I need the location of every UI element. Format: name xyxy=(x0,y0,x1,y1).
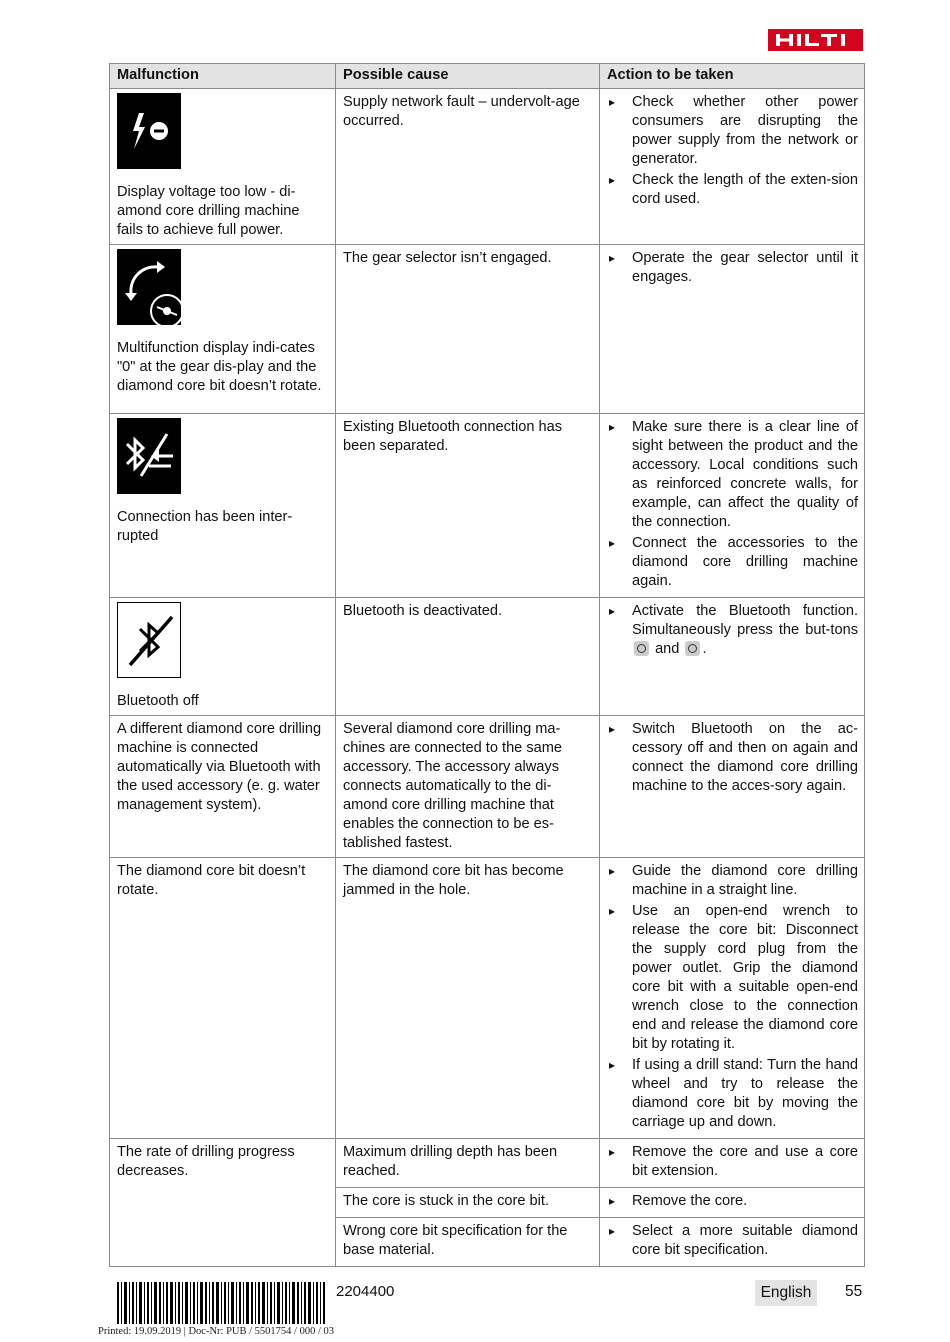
header-action: Action to be taken xyxy=(600,64,865,89)
cause-cell: The gear selector isn’t engaged. xyxy=(336,245,600,414)
troubleshooting-table xyxy=(109,63,865,1267)
table-row xyxy=(110,716,865,858)
malfunction-cell xyxy=(110,414,336,598)
action-item: ▸ Connect the accessories to the diamond core drilling machine again. xyxy=(607,534,858,591)
action-item: ▸ Switch Bluetooth on the ac-cessory off and then on again and connect the diamond core drilling machine to the acces-sory again. xyxy=(607,720,858,796)
table-header-row xyxy=(110,64,865,89)
cause-cell: Wrong core bit specification for the base material. xyxy=(336,1218,600,1267)
action-item: ▸ Remove the core and use a core bit extension. xyxy=(607,1143,858,1181)
cause-cell: Several diamond core drilling ma-chines are connected to the same accessory. The accessory always connects automatically to the di-amond core drilling machine that enables the connection to be es-tablished fastest. xyxy=(336,716,600,858)
malfunction-text: Multifunction display indi-cates "0" at the gear dis-play and the diamond core bit doesn’t rotate. xyxy=(117,340,322,394)
cause-cell: The core is stuck in the core bit. xyxy=(336,1188,600,1218)
table-row xyxy=(110,414,865,598)
action-item: ▸ Use an open-end wrench to release the core bit: Disconnect the supply cord plug from the power outlet. Grip the diamond core bit with a suitable open-end wrench close to the connection end and release the diamond core bit by rotating it. xyxy=(607,902,858,1054)
table-row xyxy=(110,245,865,414)
malfunction-text: Display voltage too low - di-amond core drilling machine fails to achieve full power. xyxy=(117,184,300,238)
action-cell xyxy=(600,89,865,245)
action-item: ▸ Select a more suitable diamond core bit specification. xyxy=(607,1222,858,1260)
action-cell xyxy=(600,1188,865,1218)
malfunction-text: Connection has been inter-rupted xyxy=(117,509,293,544)
language-badge: English xyxy=(755,1280,817,1306)
malfunction-text: Bluetooth off xyxy=(117,693,199,709)
mode-button-icon xyxy=(685,641,700,656)
table-row xyxy=(110,89,865,245)
action-item: ▸ Check the length of the exten-sion cord used. xyxy=(607,171,858,209)
action-item: ▸ Check whether other power consumers are disrupting the power supply from the network or generator. xyxy=(607,93,858,169)
action-item: ▸ Guide the diamond core drilling machine in a straight line. xyxy=(607,862,858,900)
action-item xyxy=(607,602,858,659)
document-number: 2204400 xyxy=(336,1283,395,1300)
action-item: ▸ Make sure there is a clear line of sight between the product and the accessory. Local conditions such as reinforced concrete walls, for example, can affect the quality of the connection. xyxy=(607,418,858,532)
malfunction-cell: The diamond core bit doesn’t rotate. xyxy=(110,858,336,1139)
bluetooth-interrupted-icon xyxy=(117,418,181,494)
action-cell xyxy=(600,858,865,1139)
barcode xyxy=(117,1282,325,1324)
table-row xyxy=(110,598,865,716)
cause-cell: Bluetooth is deactivated. xyxy=(336,598,600,716)
action-text: Activate the Bluetooth function. Simultaneously press the but-tons xyxy=(632,603,858,638)
action-text: . xyxy=(702,641,707,657)
page-number: 55 xyxy=(845,1283,863,1300)
malfunction-cell: A different diamond core drilling machine is connected automatically via Bluetooth with the used accessory (e. g. water management system). xyxy=(110,716,336,858)
action-text: and xyxy=(655,641,680,657)
malfunction-cell: The rate of drilling progress decreases. xyxy=(110,1139,336,1267)
table-row xyxy=(110,1139,865,1188)
gear-selector-icon xyxy=(117,249,181,325)
action-cell xyxy=(600,716,865,858)
gear-button-icon xyxy=(634,641,649,656)
cause-cell: Existing Bluetooth connection has been separated. xyxy=(336,414,600,598)
action-item: ▸ Operate the gear selector until it engages. xyxy=(607,249,858,287)
action-cell xyxy=(600,245,865,414)
action-item: ▸ Remove the core. xyxy=(607,1192,858,1211)
cause-cell: The diamond core bit has become jammed in the hole. xyxy=(336,858,600,1139)
low-voltage-icon xyxy=(117,93,181,169)
action-item: ▸ If using a drill stand: Turn the hand wheel and try to release the diamond core bit by moving the carriage up and down. xyxy=(607,1056,858,1132)
table-row xyxy=(110,858,865,1139)
malfunction-cell xyxy=(110,89,336,245)
action-cell xyxy=(600,1218,865,1267)
malfunction-cell xyxy=(110,598,336,716)
cause-cell: Supply network fault – undervolt-age occurred. xyxy=(336,89,600,245)
header-malfunction: Malfunction xyxy=(110,64,336,89)
bluetooth-off-icon xyxy=(117,602,181,678)
printed-info: Printed: 19.09.2019 | Doc-Nr: PUB / 5501754 / 000 / 03 xyxy=(98,1326,335,1337)
hilti-logo xyxy=(768,29,863,51)
action-cell xyxy=(600,414,865,598)
cause-cell: Maximum drilling depth has been reached. xyxy=(336,1139,600,1188)
header-cause: Possible cause xyxy=(336,64,600,89)
action-cell xyxy=(600,598,865,716)
action-cell xyxy=(600,1139,865,1188)
malfunction-cell xyxy=(110,245,336,414)
